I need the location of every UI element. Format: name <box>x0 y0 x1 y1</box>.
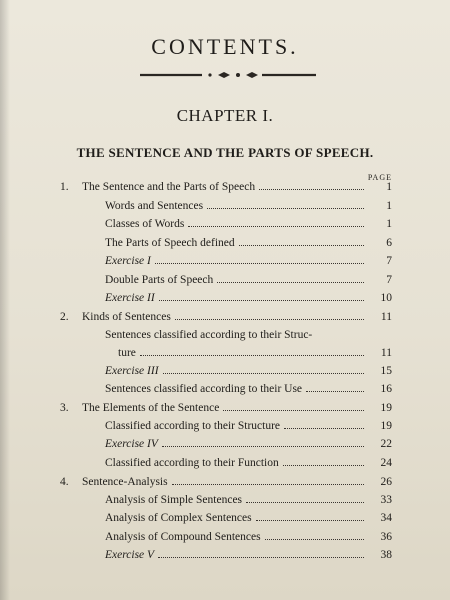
entry-title: Exercise IV <box>105 438 158 450</box>
dot-leader <box>217 282 364 283</box>
dot-leader <box>140 355 364 356</box>
toc-entry-exercise[interactable] <box>105 291 392 305</box>
chapter-subtitle: THE SENTENCE AND THE PARTS OF SPEECH. <box>76 145 374 160</box>
page-number: 15 <box>380 365 392 377</box>
dot-leader <box>259 189 364 190</box>
toc-entry[interactable] <box>105 273 392 287</box>
chapter-title: CHAPTER I. <box>176 106 274 125</box>
page-number: 36 <box>380 531 392 543</box>
entry-title: Exercise III <box>105 365 159 377</box>
toc-section-3[interactable] <box>60 401 392 415</box>
page-gutter-shadow <box>0 0 10 600</box>
entry-title: The Sentence and the Parts of Speech <box>82 181 256 193</box>
dot-leader <box>155 263 364 264</box>
entry-title: ture <box>118 347 136 359</box>
dot-leader <box>306 391 364 392</box>
dot-leader <box>239 245 364 246</box>
page-number: 11 <box>380 347 392 359</box>
entry-title: Double Parts of Speech <box>105 274 214 286</box>
entry-title: Sentences classified according to their Use <box>105 383 303 395</box>
toc-entry[interactable] <box>105 511 392 525</box>
entry-title: Analysis of Complex Sentences <box>105 512 252 524</box>
page-number: 6 <box>386 237 392 249</box>
page-column-label: PAGE <box>367 173 392 182</box>
dot-leader <box>207 208 364 209</box>
entry-title: Classified according to their Function <box>105 457 279 469</box>
entry-title: Exercise V <box>105 549 155 561</box>
entry-title: Exercise II <box>105 292 155 304</box>
toc-entry-wrapped-line: Sentences classified according to their Struc- <box>105 329 313 341</box>
dot-leader <box>265 539 364 540</box>
page-number: 1 <box>386 218 392 230</box>
toc-section-1[interactable] <box>60 180 392 194</box>
contents-heading: CONTENTS. <box>151 34 299 59</box>
toc-entry[interactable] <box>105 530 392 544</box>
section-number: 2. <box>60 311 69 323</box>
dot-leader <box>284 428 364 429</box>
page-number: 26 <box>380 476 392 488</box>
dot-leader <box>163 373 364 374</box>
toc-entry-exercise[interactable] <box>105 548 392 562</box>
page-number: 34 <box>380 512 392 524</box>
entry-title: The Elements of the Sentence <box>82 402 220 414</box>
toc-entry[interactable] <box>118 346 392 360</box>
entry-title: Analysis of Compound Sentences <box>105 531 261 543</box>
dot-leader <box>162 446 364 447</box>
toc-entry-exercise[interactable] <box>105 254 392 268</box>
toc-entry-exercise[interactable] <box>105 437 392 451</box>
entry-title: Kinds of Sentences <box>82 311 171 323</box>
toc-entry[interactable] <box>105 419 392 433</box>
dot-leader <box>188 226 364 227</box>
page-number: 16 <box>380 383 392 395</box>
toc-entry[interactable] <box>105 382 392 396</box>
section-number: 4. <box>60 476 69 488</box>
page-number: 10 <box>380 292 392 304</box>
entry-title: The Parts of Speech defined <box>105 237 235 249</box>
page-number: 19 <box>380 420 392 432</box>
dot-leader <box>223 410 364 411</box>
dot-leader <box>256 520 364 521</box>
entry-title: Exercise I <box>105 255 151 267</box>
dot-leader <box>283 465 364 466</box>
toc-entry[interactable] <box>105 199 392 213</box>
entry-title: Sentence-Analysis <box>82 476 168 488</box>
entry-title: Words and Sentences <box>105 200 204 212</box>
page-number: 1 <box>386 200 392 212</box>
toc-entry[interactable] <box>105 456 392 470</box>
dot-leader <box>159 300 364 301</box>
dot-leader <box>172 484 364 485</box>
toc-entry[interactable] <box>105 236 392 250</box>
page-number: 38 <box>380 549 392 561</box>
page-number: 1 <box>386 181 392 193</box>
section-number: 1. <box>60 181 69 193</box>
toc-section-2[interactable] <box>60 310 392 324</box>
entry-title: Classes of Words <box>105 218 185 230</box>
page-number: 7 <box>386 274 392 286</box>
toc-section-4[interactable] <box>60 475 392 489</box>
dot-leader <box>175 319 364 320</box>
entry-title: Analysis of Simple Sentences <box>105 494 243 506</box>
toc-entry[interactable] <box>105 217 392 231</box>
dot-leader <box>158 557 364 558</box>
dot-leader <box>246 502 364 503</box>
toc-entry[interactable] <box>105 493 392 507</box>
page-number: 11 <box>380 311 392 323</box>
page-number: 24 <box>380 457 392 469</box>
page-number: 22 <box>380 438 392 450</box>
page-number: 7 <box>386 255 392 267</box>
page-number: 19 <box>380 402 392 414</box>
ornament-divider <box>140 71 316 79</box>
page-number: 33 <box>380 494 392 506</box>
section-number: 3. <box>60 402 69 414</box>
toc-entry-exercise[interactable] <box>105 364 392 378</box>
entry-title: Classified according to their Structure <box>105 420 281 432</box>
